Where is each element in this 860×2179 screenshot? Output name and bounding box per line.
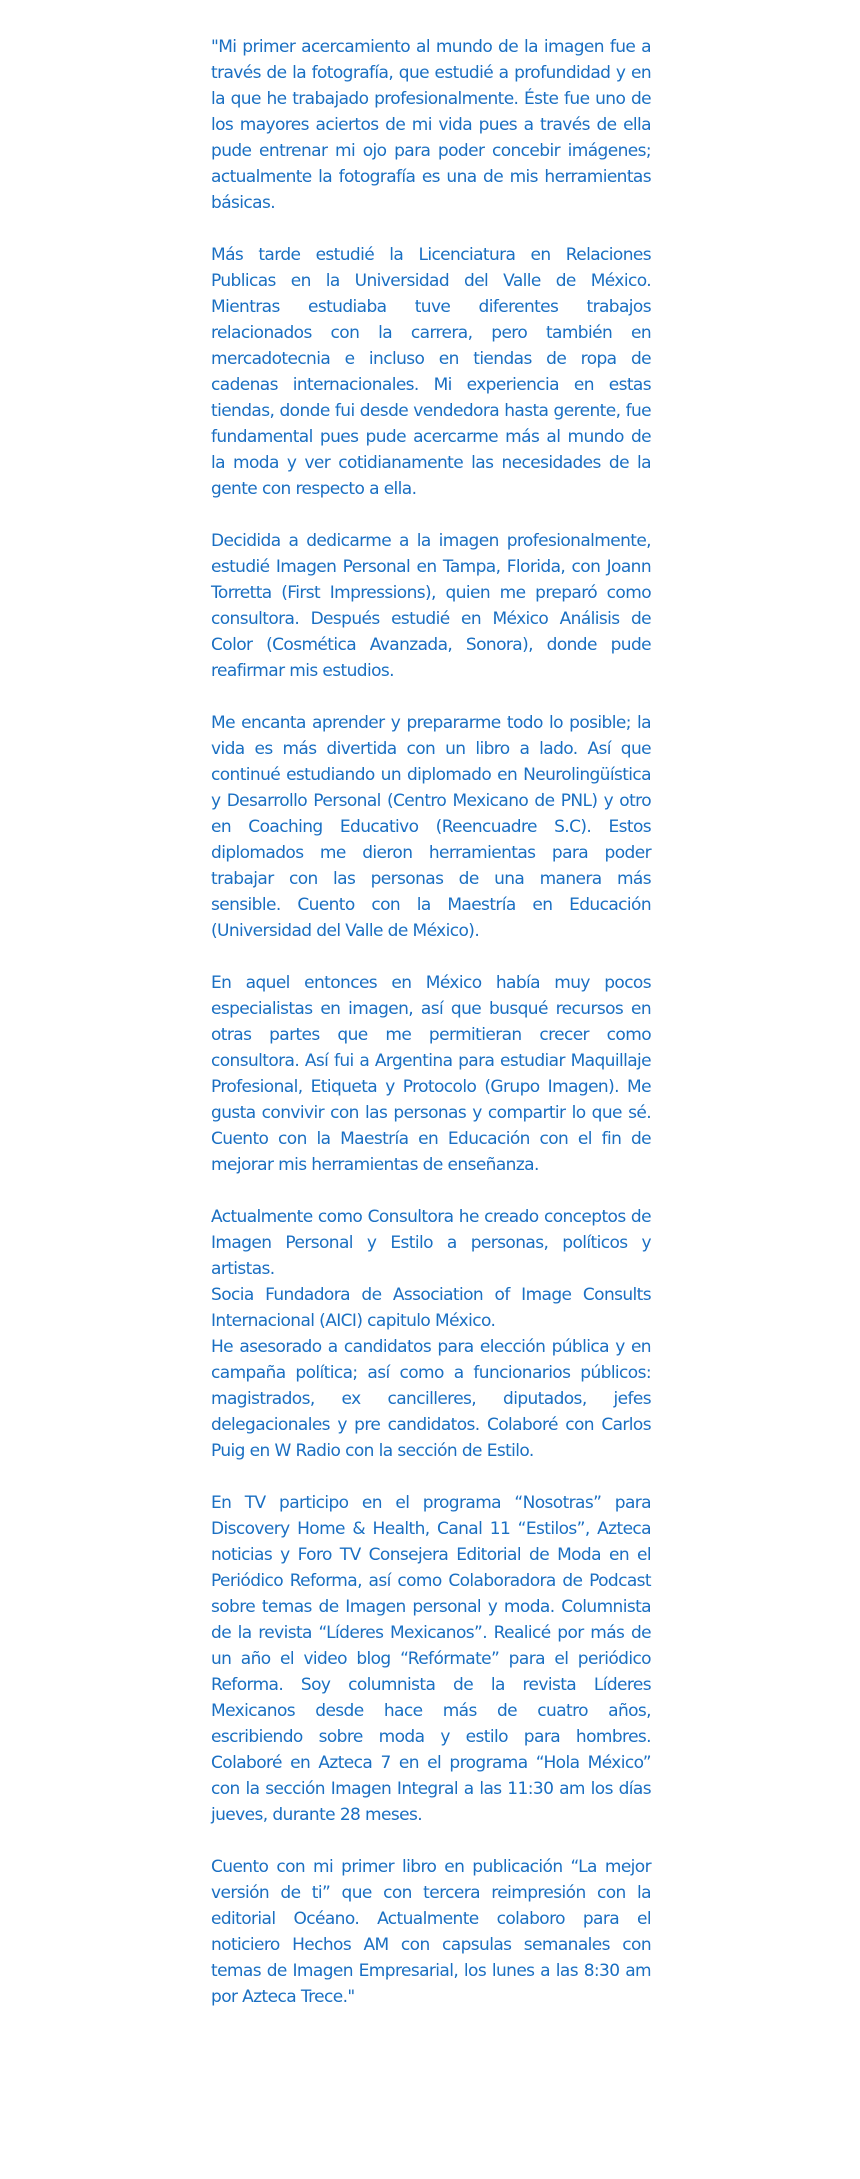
- bio-paragraph-argentina: En aquel entonces en México había muy pocos especialistas en imagen, así que busqué recursos en otras partes que me permitieran crecer como consultora. Así fui a Argentina para estudiar Maquillaje Profesional, Etiqueta y Protocolo (Grupo Imagen). Me gusta convivir con las personas y compartir lo que sé. Cuento con la Maestría en Educación con el fin de mejorar mis herramientas de enseñanza.: [211, 973, 651, 1175]
- bio-paragraph-book: Cuento con mi primer libro en publicación “La mejor versión de ti” que con tercera reimpresión con la editorial Océano. Actualmente colaboro para el noticiero Hechos AM con capsulas semanales con temas de Imagen Empresarial, los lunes a las 8:30 am por Azteca Trece.": [211, 1857, 651, 2007]
- bio-paragraph-public-relations: Más tarde estudié la Licenciatura en Relaciones Publicas en la Universidad del Valle de México. Mientras estudiaba tuve diferentes trabajos relacionados con la carrera, pero también en mercadotecnia e incluso en tiendas de ropa de cadenas internacionales. Mi experiencia en estas tiendas, donde fui desde vendedora hasta gerente, fue fundamental pues pude acercarme más al mundo de la moda y ver cotidianamente las necesidades de la gente con respecto a ella.: [211, 245, 651, 499]
- bio-paragraph-aici: Socia Fundadora de Association of Image Consults Internacional (AICI) capitulo México.: [211, 1285, 651, 1331]
- bio-paragraph-political-advising: He asesorado a candidatos para elección pública y en campaña política; así como a funcionarios públicos: magistrados, ex cancilleres, diputados, jefes delegacionales y pre candidatos. Colaboré con Carlos Puig en W Radio con la sección de Estilo.: [211, 1337, 651, 1461]
- biography-text: [211, 34, 651, 2010]
- bio-paragraph-image-studies: Decidida a dedicarme a la imagen profesionalmente, estudié Imagen Personal en Tampa, Florida, con Joann Torretta (First Impressions), quien me preparó como consultora. Después estudié en México Análisis de Color (Cosmética Avanzada, Sonora), donde pude reafirmar mis estudios.: [211, 531, 651, 681]
- bio-paragraph-tv-media: En TV participo en el programa “Nosotras” para Discovery Home & Health, Canal 11 “Estilos”, Azteca noticias y Foro TV Consejera Editorial de Moda en el Periódico Reforma, así como Colaboradora de Podcast sobre temas de Imagen personal y moda. Columnista de la revista “Líderes Mexicanos”. Realicé por más de un año el video blog “Refórmate” para el periódico Reforma. Soy columnista de la revista Líderes Mexicanos desde hace más de cuatro años, escribiendo sobre moda y estilo para hombres. Colaboré en Azteca 7 en el programa “Hola México” con la sección Imagen Integral a las 11:30 am los días jueves, durante 28 meses.: [211, 1493, 651, 1825]
- bio-paragraph-consultant: Actualmente como Consultora he creado conceptos de Imagen Personal y Estilo a personas, políticos y artistas.: [211, 1207, 651, 1279]
- bio-paragraph-photography: "Mi primer acercamiento al mundo de la imagen fue a través de la fotografía, que estudié a profundidad y en la que he trabajado profesionalmente. Éste fue uno de los mayores aciertos de mi vida pues a través de ella pude entrenar mi ojo para poder concebir imágenes; actualmente la fotografía es una de mis herramientas básicas.: [211, 37, 651, 213]
- bio-paragraph-diplomas: Me encanta aprender y prepararme todo lo posible; la vida es más divertida con un libro a lado. Así que continué estudiando un diplomado en Neurolingüística y Desarrollo Personal (Centro Mexicano de PNL) y otro en Coaching Educativo (Reencuadre S.C). Estos diplomados me dieron herramientas para poder trabajar con las personas de una manera más sensible. Cuento con la Maestría en Educación (Universidad del Valle de México).: [211, 713, 651, 941]
